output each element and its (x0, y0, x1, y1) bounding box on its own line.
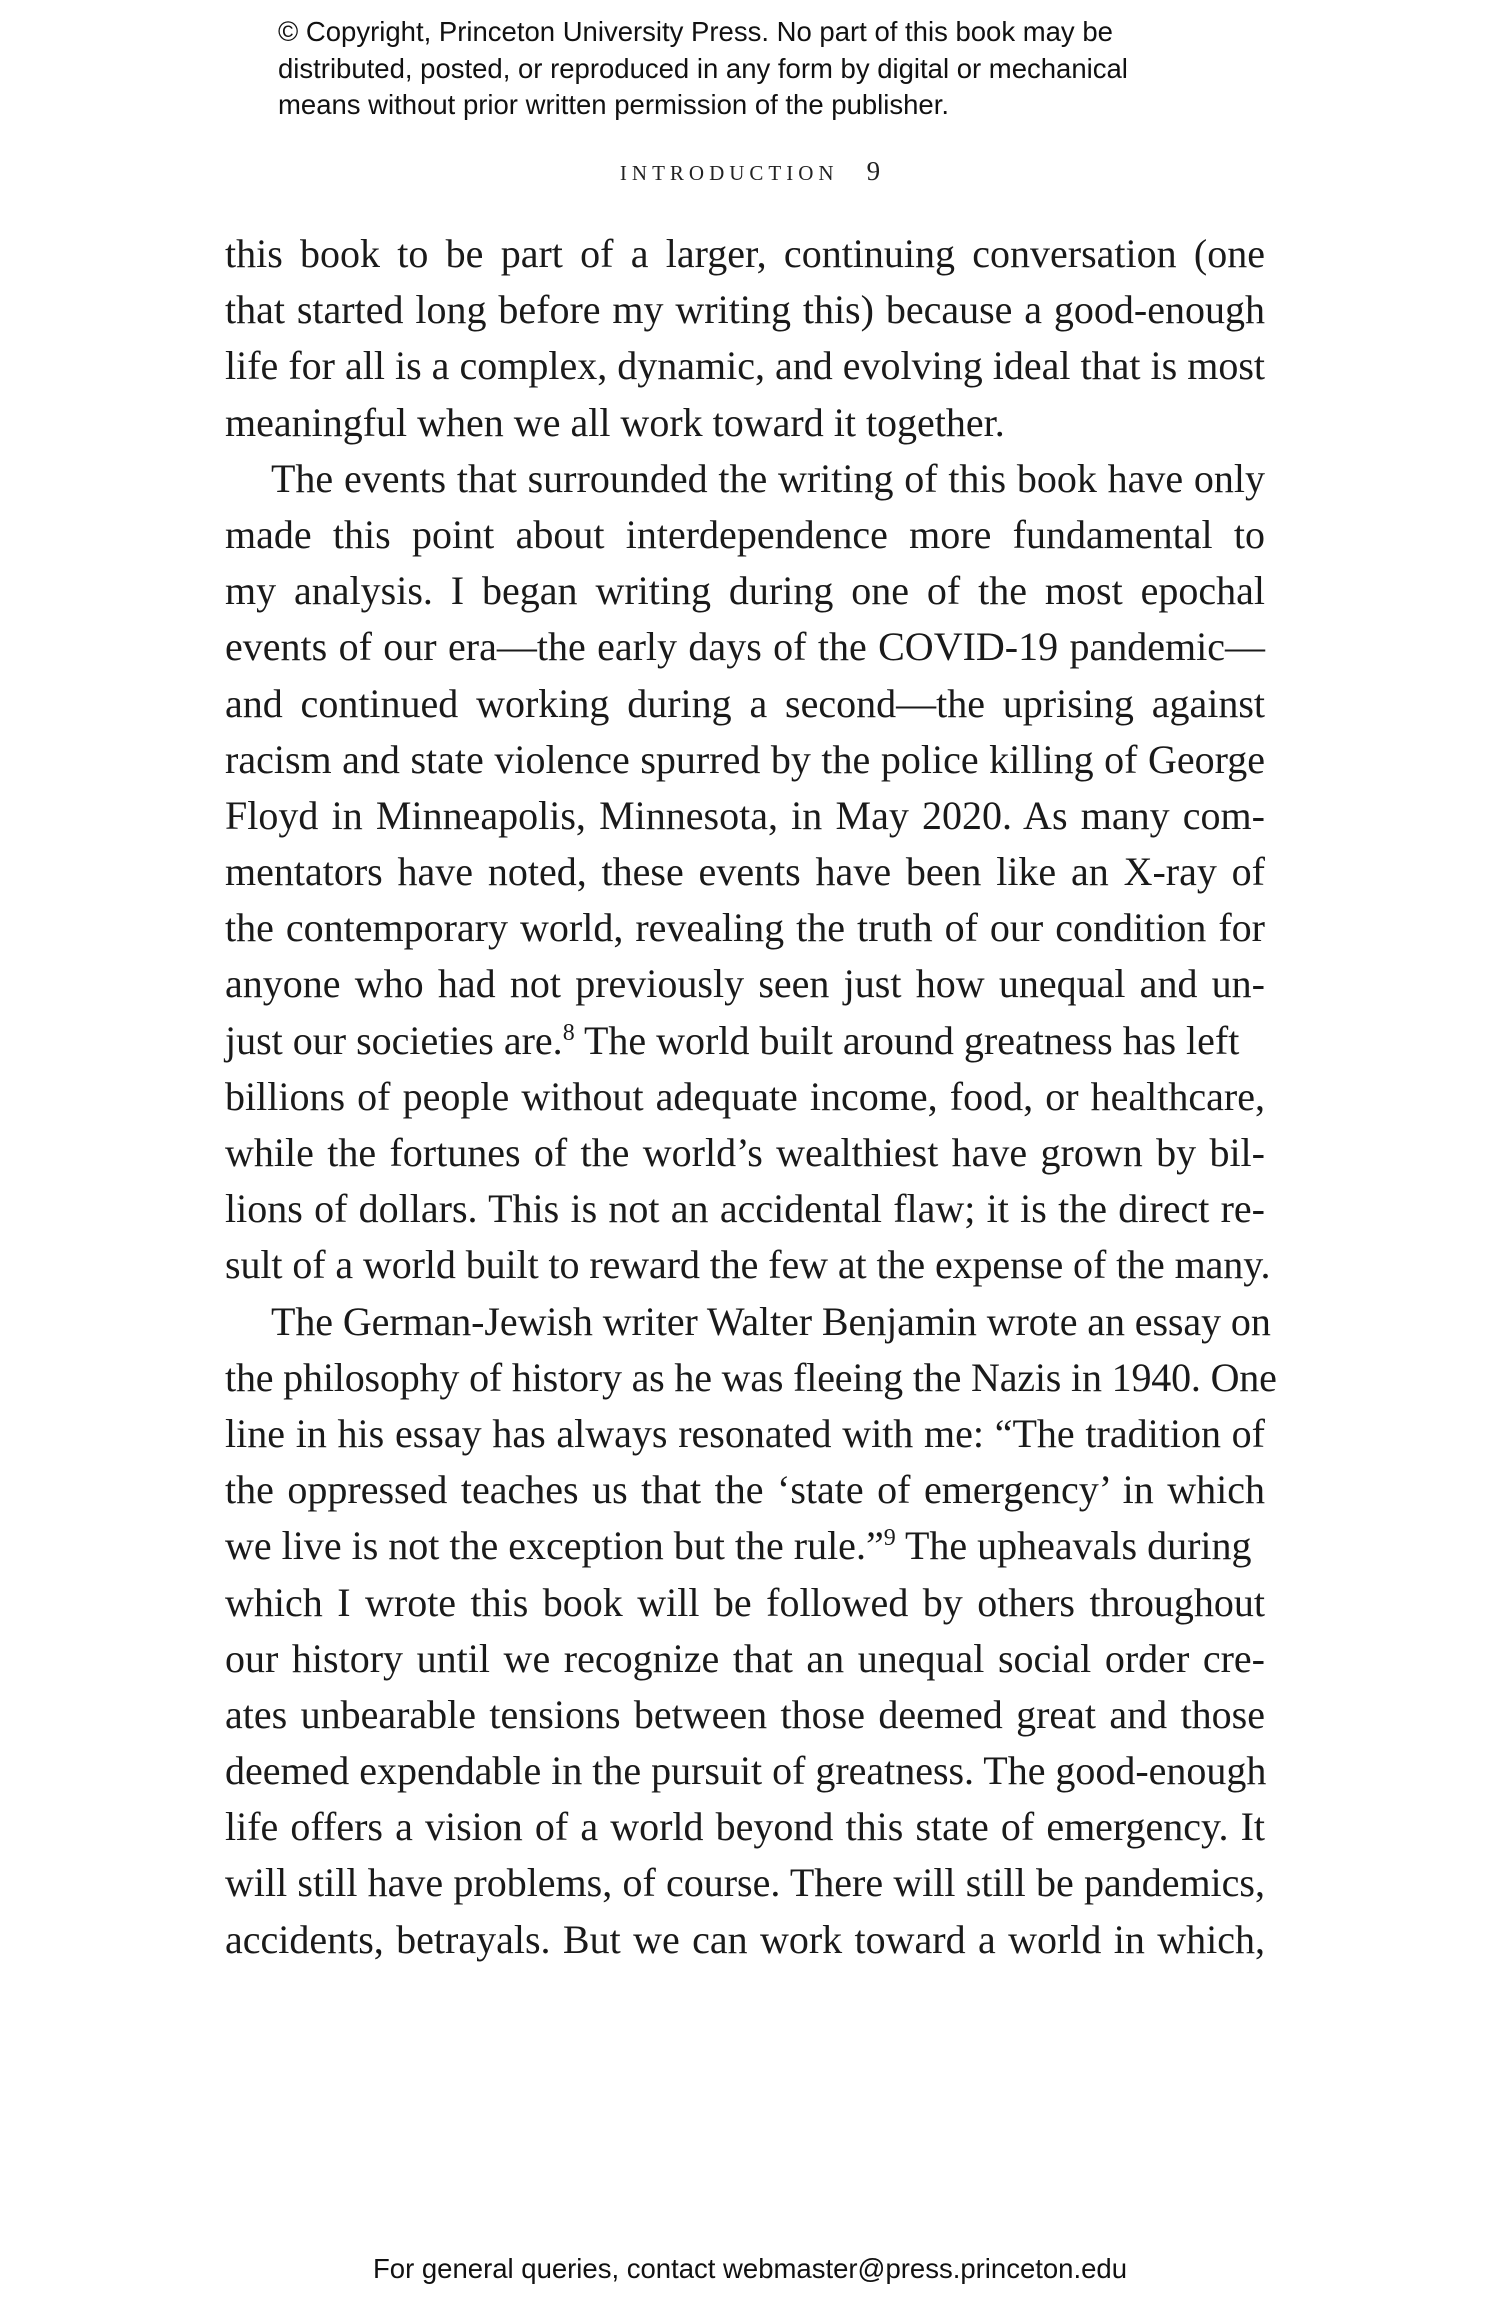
text-line: this book to be part of a larger, continuing conversation (one (225, 231, 1265, 276)
text-segment: just our societies are. (225, 1017, 563, 1063)
text-line: The events that surrounded the writing of this book have only (271, 455, 1265, 501)
text-line: our history until we recognize that an unequal social order cre- (225, 1635, 1265, 1681)
copyright-line: distributed, posted, or reproduced in any form by digital or mechanical (278, 52, 1128, 84)
copyright-line: means without prior written permission of the publisher. (278, 89, 950, 120)
text-line: the philosophy of history as he was fleeing the Nazis in 1940. One (225, 1354, 1277, 1400)
text-line: anyone who had not previously seen just how unequal and un- (225, 961, 1265, 1007)
page-number: 9 (866, 156, 881, 186)
text-line: line in his essay has always resonated with me: “The tradition of (225, 1410, 1265, 1456)
text-line: which I wrote this book will be followed by others throughout (225, 1579, 1265, 1625)
text-line: life for all is a complex, dynamic, and evolving ideal that is most (225, 343, 1265, 389)
copyright-notice (278, 14, 1278, 124)
text-line: while the fortunes of the world’s wealthiest have grown by bil- (225, 1130, 1265, 1175)
text-line: The German-Jewish writer Walter Benjamin wrote an essay on (271, 1298, 1271, 1344)
text-line: that started long before my writing this) because a good-enough (225, 287, 1265, 333)
footnote-marker: 9 (883, 1525, 896, 1552)
text-line: the oppressed teaches us that the ‘state of emergency’ in which (225, 1467, 1265, 1513)
text-line: billions of people without adequate income, food, or healthcare, (225, 1073, 1265, 1119)
text-line: mentators have noted, these events have been like an X-ray of (225, 849, 1265, 895)
text-segment: The world built around greatness has left (574, 1017, 1240, 1063)
text-line: accidents, betrayals. But we can work toward a world in which, (225, 1916, 1265, 1962)
footer-contact: For general queries, contact webmaster@press.princeton.edu (373, 2253, 1127, 2284)
text-line: my analysis. I began writing during one of the most epochal (225, 568, 1265, 614)
text-line-with-footnote (225, 1013, 1265, 1069)
text-line: will still have problems, of course. There will still be pandemics, (225, 1860, 1265, 1906)
running-head-section: INTRODUCTION (619, 161, 839, 185)
text-line: meaningful when we all work toward it together. (225, 399, 1005, 445)
text-line: the contemporary world, revealing the truth of our condition for (225, 905, 1265, 951)
text-segment: The upheavals during (895, 1523, 1252, 1569)
text-line: and continued working during a second—the uprising against (225, 680, 1265, 726)
text-line: ates unbearable tensions between those deemed great and those (225, 1691, 1265, 1737)
running-head (0, 156, 1500, 187)
footnote-marker: 8 (562, 1019, 575, 1046)
text-line: events of our era—the early days of the COVID-19 pandemic— (225, 624, 1265, 670)
text-line: life offers a vision of a world beyond this state of emergency. It (225, 1804, 1265, 1850)
text-line: sult of a world built to reward the few at the expense of the many. (225, 1242, 1271, 1288)
text-line: racism and state violence spurred by the police killing of George (225, 736, 1265, 782)
body-text (225, 226, 1277, 1968)
text-line: made this point about interdependence more fundamental to (225, 511, 1265, 557)
text-line: deemed expendable in the pursuit of greatness. The good-enough (225, 1748, 1267, 1794)
text-line: lions of dollars. This is not an accidental flaw; it is the direct re- (225, 1186, 1265, 1232)
copyright-line: © Copyright, Princeton University Press. No part of this book may be (278, 16, 1113, 47)
text-line-with-footnote (225, 1518, 1265, 1574)
text-segment: we live is not the exception but the rule.” (225, 1523, 884, 1569)
text-line: Floyd in Minneapolis, Minnesota, in May 2020. As many com- (225, 792, 1265, 838)
